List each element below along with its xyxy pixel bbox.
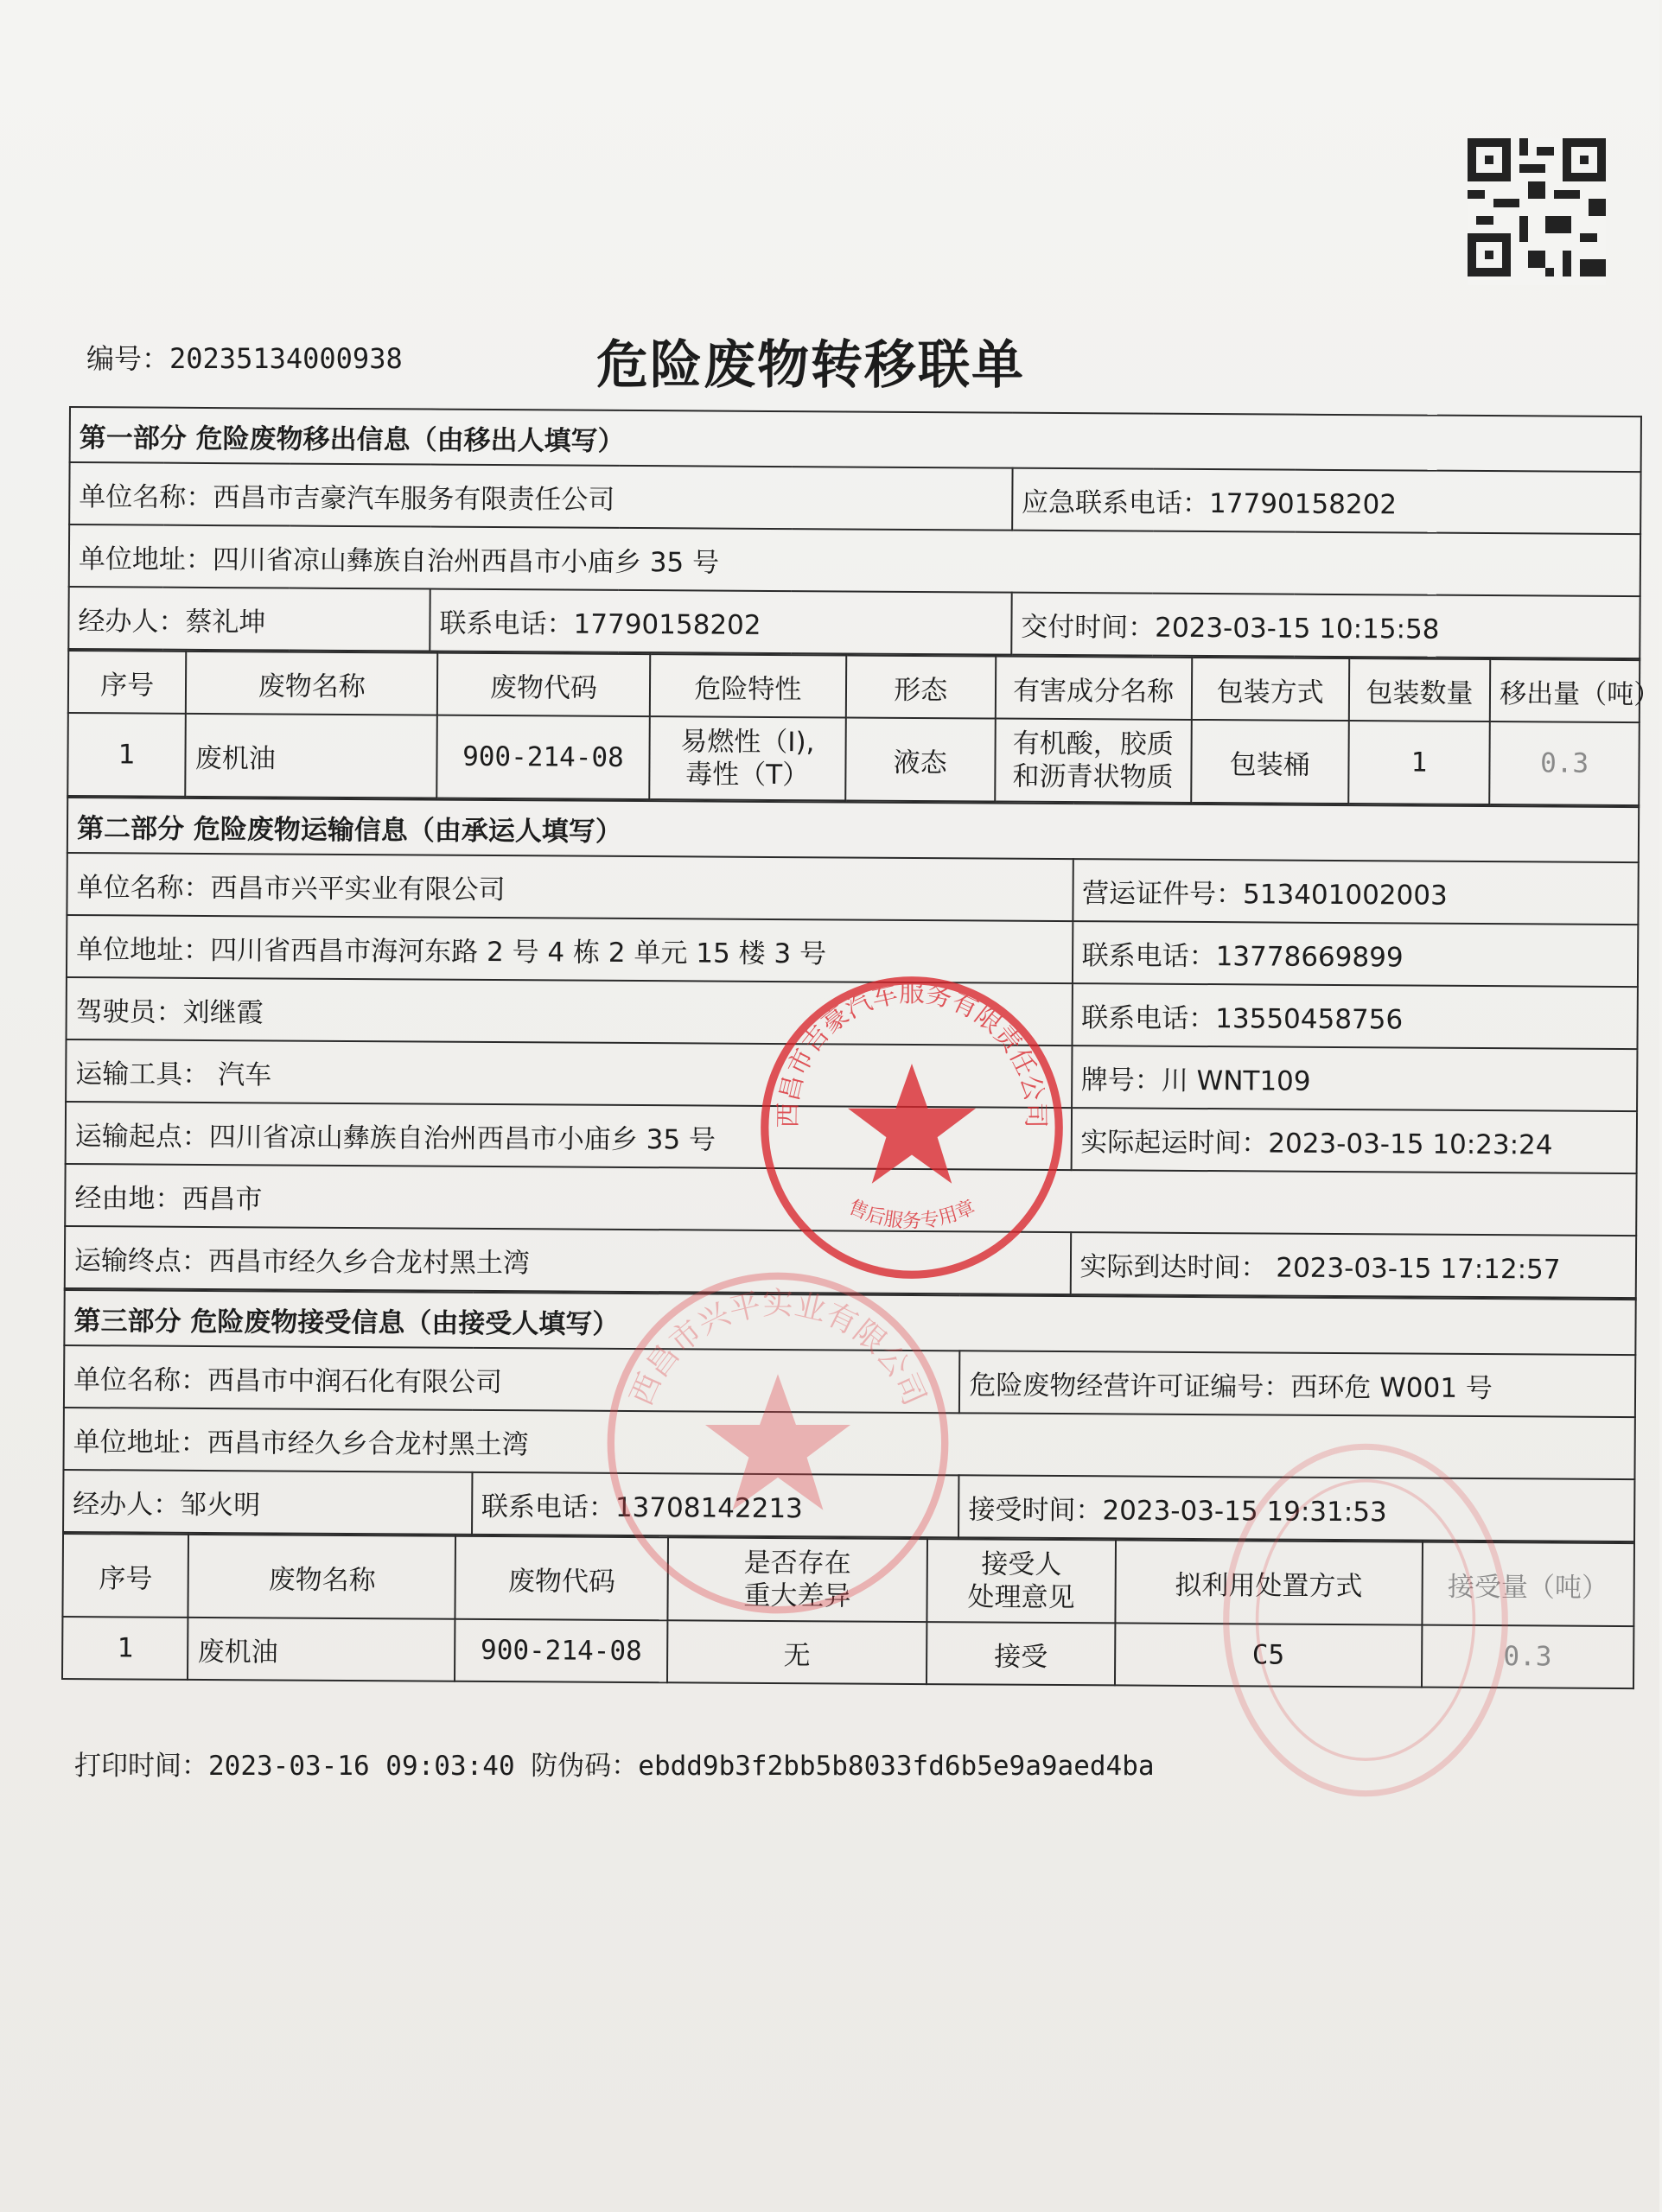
table-row: [67, 713, 1640, 805]
col-header-hazard: 危险特性: [649, 654, 846, 717]
part2-section-title: 第二部分 危险废物运输信息（由承运人填写）: [67, 798, 1639, 862]
row-component-line1: 有机酸，胶质: [1012, 728, 1174, 760]
p3-col-header-difference-line2: 重大差异: [743, 1580, 851, 1612]
part2-depart-time: 实际起运时间：2023-03-15 10:23:24: [1071, 1108, 1637, 1173]
part3-handler: 经办人：邹火明: [63, 1470, 472, 1535]
part1-handover-time: 交付时间：2023-03-15 10:15:58: [1011, 593, 1640, 658]
p3-row-opinion: 接受: [927, 1622, 1116, 1685]
p3-col-header-waste-name: 废物名称: [188, 1535, 456, 1619]
col-header-pack-qty: 包装数量: [1348, 658, 1490, 721]
part2-vehicle: 运输工具： 汽车: [66, 1039, 1072, 1108]
part3-receive-time: 接受时间：2023-03-15 19:31:53: [958, 1475, 1634, 1541]
part2-driver: 驾驶员：刘继霞: [67, 977, 1073, 1046]
part1-contact-phone: 联系电话：17790158202: [430, 589, 1011, 655]
part2-phone-2: 联系电话：13550458756: [1072, 983, 1638, 1049]
page-title: 危险废物转移联单: [596, 335, 1025, 396]
part2-license: 营运证件号：513401002003: [1073, 859, 1639, 925]
p3-col-header-difference-line1: 是否存在: [743, 1547, 851, 1580]
p3-col-header-opinion: [927, 1539, 1116, 1623]
part3-contact-phone: 联系电话：13708142213: [472, 1472, 959, 1537]
footer: [74, 1744, 1155, 1783]
part2-via: 经由地：西昌市: [65, 1164, 1636, 1236]
table-row: [62, 1617, 1633, 1688]
row-waste-name: 废机油: [186, 714, 437, 798]
row-no: 1: [67, 713, 186, 797]
part2-unit-address: 单位地址：四川省西昌市海河东路 2 号 4 栋 2 单元 15 楼 3 号: [67, 915, 1073, 983]
p3-col-header-no: 序号: [62, 1534, 188, 1618]
part1-unit-name: 单位名称：西昌市吉豪汽车服务有限责任公司: [69, 462, 1012, 531]
part2-unit-name: 单位名称：西昌市兴平实业有限公司: [67, 853, 1073, 921]
transfer-form: [61, 406, 1661, 1689]
anti-fake-code: 防伪码：ebdd9b3f2bb5b8033fd6b5e9a9aed4ba: [531, 1751, 1155, 1782]
part2-plate: 牌号：川 WNT109: [1072, 1046, 1638, 1111]
p3-row-waste-code: 900-214-08: [455, 1619, 667, 1682]
col-header-no: 序号: [68, 651, 187, 714]
row-amount: 0.3: [1489, 721, 1639, 805]
part3-section-title: 第三部分 危险废物接受信息（由接受人填写）: [64, 1290, 1635, 1355]
p3-row-no: 1: [62, 1617, 188, 1680]
p3-row-method: C5: [1115, 1623, 1422, 1687]
col-header-component: 有害成分名称: [995, 657, 1192, 720]
row-packing: 包装桶: [1191, 720, 1348, 804]
col-header-form: 形态: [846, 655, 996, 718]
seal-subtext: 售后服务专用章: [844, 1195, 979, 1233]
part1-unit-address: 单位地址：四川省凉山彝族自治州西昌市小庙乡 35 号: [69, 524, 1640, 596]
qr-code: [1468, 138, 1606, 285]
part1-emergency-phone: 应急联系电话：17790158202: [1012, 468, 1641, 534]
p3-col-header-opinion-line1: 接受人: [981, 1548, 1062, 1581]
row-hazard-line2: 毒性（T）: [685, 759, 810, 791]
part2-table: [64, 797, 1640, 1299]
row-hazard: [649, 716, 846, 800]
document-number: 编号：20235134000938: [86, 342, 403, 375]
col-header-waste-code: 废物代码: [437, 653, 650, 716]
p3-col-header-difference: [667, 1537, 927, 1622]
form-table: [67, 406, 1642, 659]
part2-origin: 运输起点：四川省凉山彝族自治州西昌市小庙乡 35 号: [66, 1102, 1072, 1170]
p3-col-header-opinion-line2: 处理意见: [967, 1581, 1075, 1614]
p3-row-waste-name: 废机油: [188, 1618, 455, 1681]
row-component: [995, 719, 1192, 803]
part2-destination: 运输终点：西昌市经久乡合龙村黑土湾: [65, 1226, 1071, 1294]
part3-table: [62, 1286, 1637, 1542]
row-hazard-line1: 易燃性（I),: [680, 726, 815, 759]
p3-row-difference: 无: [667, 1620, 927, 1684]
row-form: 液态: [845, 717, 995, 801]
p3-col-header-waste-code: 废物代码: [455, 1536, 668, 1620]
row-waste-code: 900-214-08: [436, 715, 649, 799]
seal-2-text: 西昌市兴平实业有限公司: [623, 1286, 933, 1411]
p3-col-header-amount: 接受量（吨）: [1422, 1542, 1634, 1626]
col-header-waste-name: 废物名称: [186, 652, 437, 715]
part3-waste-table: [61, 1533, 1635, 1689]
row-pack-qty: 1: [1348, 721, 1490, 804]
part2-arrive-time: 实际到达时间： 2023-03-15 17:12:57: [1070, 1232, 1636, 1298]
p3-row-amount: 0.3: [1422, 1625, 1634, 1688]
seal-text: 西昌市吉豪汽车服务有限责任公司: [773, 978, 1051, 1128]
p3-col-header-method: 拟利用处置方式: [1115, 1540, 1422, 1624]
part1-section-title: 第一部分 危险废物移出信息（由移出人填写）: [70, 407, 1641, 472]
part3-unit-address: 单位地址：西昌市经久乡合龙村黑土湾: [63, 1408, 1634, 1479]
part3-unit-name: 单位名称：西昌市中润石化有限公司: [64, 1345, 960, 1413]
col-header-packing: 包装方式: [1192, 658, 1349, 721]
part1-waste-table: [67, 650, 1661, 806]
part3-permit: 危险废物经营许可证编号：西环危 W001 号: [959, 1351, 1635, 1417]
col-header-amount: 移出量（吨）: [1490, 659, 1640, 722]
print-time: 打印时间：2023-03-16 09:03:40: [74, 1751, 515, 1782]
part1-handler: 经办人：蔡礼坤: [68, 587, 430, 652]
row-component-line2: 和沥青状物质: [1012, 760, 1174, 793]
part2-phone-1: 联系电话：13778669899: [1072, 921, 1638, 987]
